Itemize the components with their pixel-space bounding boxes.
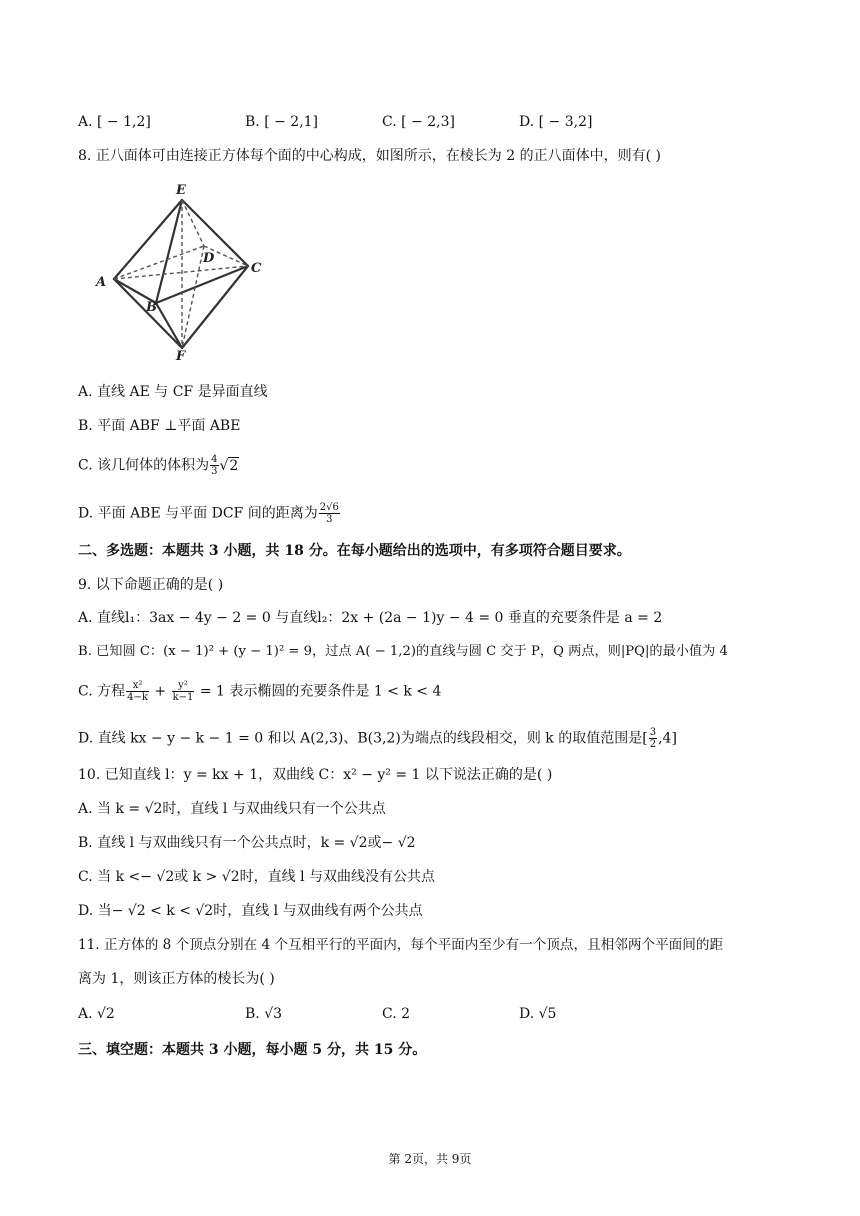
frac-denominator: 3 — [211, 466, 218, 477]
label-c: C — [251, 261, 262, 276]
octahedron-figure — [90, 180, 290, 365]
frac-denominator: 3 — [326, 514, 333, 525]
q9-option-d-fraction — [649, 727, 657, 750]
q11-option-d: D. √5 — [519, 1006, 557, 1022]
q9-option-d-suffix: ,4] — [658, 730, 677, 747]
sqrt-expression: √2 — [219, 457, 239, 474]
q8-option-d-prefix: D. 平面 ABE 与平面 DCF 间的距离为 — [78, 505, 318, 522]
frac-numerator: 2√6 — [319, 502, 339, 513]
q8-option-c — [78, 454, 239, 477]
q11-stem-line-1: 11. 正方体的 8 个顶点分别在 4 个互相平行的平面内，每个平面内至少有一个顶点，且相邻两个平面间的距 — [78, 937, 724, 953]
q10-stem: 10. 已知直线 l：y = kx + 1，双曲线 C：x² − y² = 1 以下说法正确的是( ) — [78, 767, 553, 783]
page-footer: 第 2页，共 9页 — [388, 1152, 472, 1166]
frac-numerator: y² — [172, 680, 195, 692]
q8-option-a: A. 直线 AE 与 CF 是异面直线 — [78, 384, 268, 400]
q8-option-d-fraction — [319, 502, 340, 525]
q9-option-c-fraction-2 — [172, 680, 195, 703]
q8-option-d — [78, 502, 341, 525]
frac-numerator: 3 — [649, 727, 657, 738]
q11-option-a: A. √2 — [78, 1006, 115, 1022]
q7-option-a: A. [ − 1,2] — [78, 114, 151, 130]
q9-option-c-suffix: = 1 表示椭圆的充要条件是 1 < k < 4 — [199, 683, 442, 700]
q9-option-d-prefix: D. 直线 kx − y − k − 1 = 0 和以 A(2,3)、B(3,2)为端点的线段相交，则 k 的取值范围是[ — [78, 730, 648, 747]
frac-denominator: 2 — [649, 739, 657, 750]
label-b: B — [146, 300, 157, 315]
q9-option-a: A. 直线l₁：3ax − 4y − 2 = 0 与直线l₂：2x + (2a − 1)y − 4 = 0 垂直的充要条件是 a = 2 — [78, 610, 663, 626]
label-a: A — [96, 275, 107, 290]
q9-option-c: C. 方程 $\frac{\text{x²}}{4-k}$ + $\frac{\text{y²}}{k-1}$ = 1 表示椭圆的充要条件是 1 < k < 4 — [78, 680, 442, 703]
q8-option-c-prefix: C. 该几何体的体积为 — [78, 457, 210, 474]
q9-option-c-prefix: C. 方程 — [78, 683, 126, 700]
q10-option-a: A. 当 k = √2时，直线 l 与双曲线只有一个公共点 — [78, 801, 386, 817]
q9-option-b: B. 已知圆 C：(x − 1)² + (y − 1)² = 9，过点 A( − 1,2)的直线与圆 C 交于 P，Q 两点，则|PQ|的最小值为 4 — [78, 644, 728, 659]
q7-option-d: D. [ − 3,2] — [519, 114, 593, 130]
sqrt-radicand: 2 — [229, 457, 239, 474]
label-e: E — [176, 183, 186, 198]
q11-stem-line-2: 离为 1，则该正方体的棱长为( ) — [78, 971, 275, 987]
q8-option-b: B. 平面 ABF ⊥平面 ABE — [78, 418, 241, 434]
frac-numerator: 4 — [211, 454, 218, 465]
q7-options — [78, 112, 778, 132]
q9-option-d — [78, 727, 677, 750]
label-f: F — [176, 349, 186, 364]
q7-option-c: C. [ − 2,3] — [382, 114, 455, 130]
q8-option-c-fraction — [210, 454, 218, 477]
q8-stem: 8. 正八面体可由连接正方体每个面的中心构成，如图所示，在棱长为 2 的正八面体中，则有( ) — [78, 148, 661, 164]
frac-numerator: x² — [126, 680, 149, 692]
q9-option-c-fraction-1 — [126, 680, 149, 703]
section-2-heading: 二、多选题：本题共 3 小题，共 18 分。在每小题给出的选项中，有多项符合题目要求。 — [78, 543, 631, 559]
q10-option-b: B. 直线 l 与双曲线只有一个公共点时，k = √2或− √2 — [78, 835, 416, 851]
q10-option-d: D. 当− √2 < k < √2时，直线 l 与双曲线有两个公共点 — [78, 903, 423, 919]
frac-denominator: 4−k — [127, 692, 148, 703]
q11-options — [78, 1004, 778, 1024]
q7-option-b: B. [ − 2,1] — [245, 114, 319, 130]
label-d: D — [203, 251, 215, 266]
q10-option-c: C. 当 k <− √2或 k > √2时，直线 l 与双曲线没有公共点 — [78, 869, 436, 885]
q11-option-c: C. 2 — [382, 1006, 411, 1022]
section-3-heading: 三、填空题：本题共 3 小题，每小题 5 分，共 15 分。 — [78, 1042, 427, 1058]
frac-denominator: k−1 — [172, 692, 194, 703]
q9-stem: 9. 以下命题正确的是( ) — [78, 577, 224, 593]
q11-option-b: B. √3 — [245, 1006, 283, 1022]
